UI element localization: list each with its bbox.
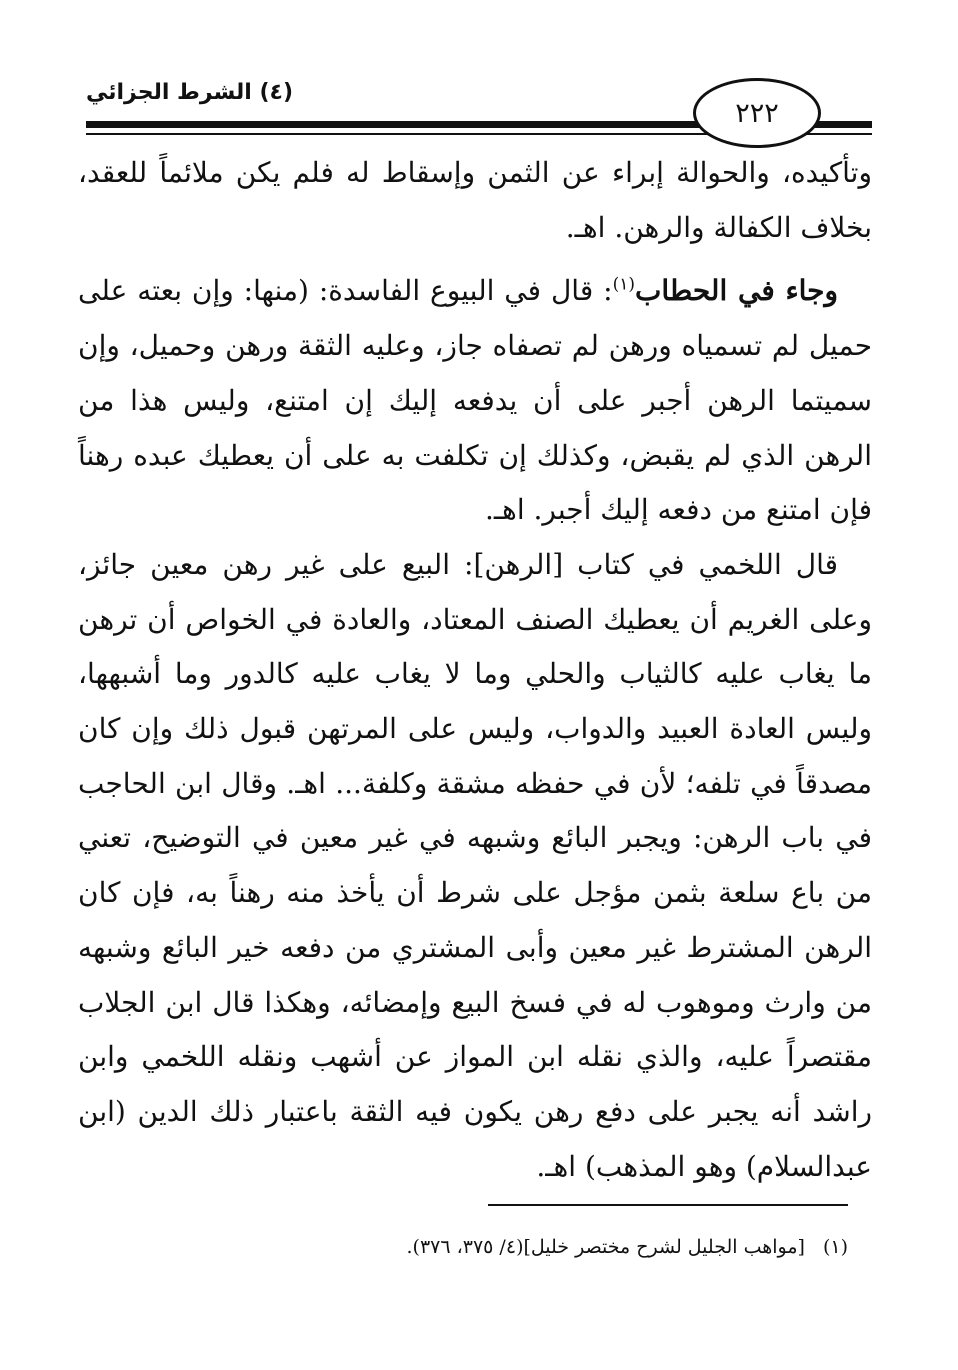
paragraph-2 — [78, 264, 872, 538]
body-text — [78, 146, 872, 1194]
footnote-separator — [488, 1204, 848, 1206]
running-title: (٤) الشرط الجزائي — [86, 80, 293, 105]
page-number: ٢٢٢ — [693, 78, 821, 148]
paragraph-2-text: : قال في البيوع الفاسدة: (منها: وإن بعته على حميل لم تسمياه ورهن لم تصفاه جاز، وعليه الثقة ورهن وحميل، وإن سميتما الرهن أجبر على أن يدفعه إليك إن امتنع، وليس هذا من الرهن الذي لم يقبض، وكذلك إن تكلفت به على أن يعطيك عبده رهناً فإن امتنع من دفعه إليك أجبر. اهـ. — [78, 274, 872, 527]
footnote-reference[interactable]: (١) — [612, 275, 635, 296]
footnote-marker: (١) — [822, 1236, 848, 1258]
footnote-text: [مواهب الجليل لشرح مختصر خليل](٤/ ٣٧٥، ٣٧٦). — [406, 1236, 805, 1258]
paragraph-2-lead: وجاء في الحطاب — [634, 274, 838, 308]
paragraph-1-text: وتأكيده، والحوالة إبراء عن الثمن وإسقاط له فلم يكن ملائماً للعقد، بخلاف الكفالة والرهن. اهـ. — [78, 156, 872, 244]
paragraph-3 — [78, 538, 872, 1194]
paragraph-1 — [78, 146, 872, 255]
footnote — [300, 1232, 848, 1262]
page-header — [0, 0, 958, 140]
paragraph-3-text: قال اللخمي في كتاب [الرهن]: البيع على غير رهن معين جائز، وعلى الغريم أن يعطيك الصنف المعتاد، والعادة في الخواص أن ترهن ما يغاب عليه كالثياب والحلي وما لا يغاب عليه كالدور وما أشبهها، وليس العادة العبيد والدواب، وليس على المرتهن قبول ذلك وإن كان مصدقاً في تلفه؛ لأن في حفظه مشقة وكلفة... اهـ. وقال ابن الحاجب في باب الرهن: ويجبر البائع وشبهه في غير معين في التوضيح، تعني من باع سلعة بثمن مؤجل على شرط أن يأخذ منه رهناً به، فإن كان الرهن المشترط غير معين وأبى المشتري من دفعه خير البائع وشبهه من وارث وموهوب له في فسخ البيع وإمضائه، وهكذا قال ابن الجلاب مقتصراً عليه، والذي نقله ابن المواز عن أشهب ونقله اللخمي وابن راشد أنه يجبر على دفع رهن يكون فيه الثقة باعتبار ذلك الدين (ابن عبدالسلام) وهو المذهب) اهـ. — [78, 547, 872, 1183]
